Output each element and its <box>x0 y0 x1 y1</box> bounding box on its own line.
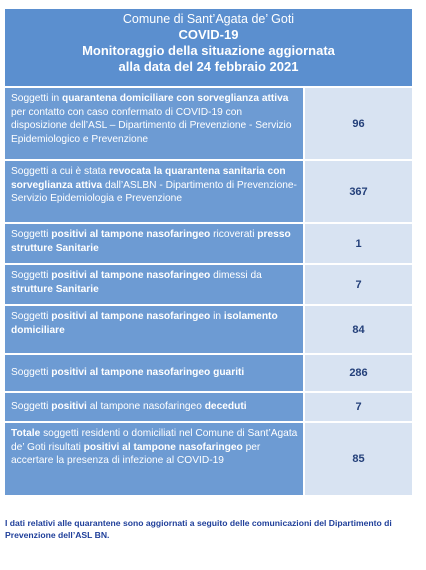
row-text: Soggetti <box>11 311 52 322</box>
row-value: 84 <box>305 306 412 353</box>
row-description <box>5 161 303 222</box>
row-text: ricoverati <box>210 229 258 240</box>
emphasis-text: quarantena domiciliare con sorveglianza attiva <box>61 93 289 104</box>
row-text: Soggetti <box>11 229 52 240</box>
table-row <box>5 355 412 391</box>
emphasis-text: revocata la quarantena sanitaria con sorveglianza attiva <box>11 166 286 191</box>
row-description <box>5 224 303 263</box>
table-row <box>5 393 412 421</box>
row-description <box>5 306 303 353</box>
topic-title: COVID-19 <box>178 27 239 42</box>
row-value: 367 <box>305 161 412 222</box>
municipality-name: Comune di Sant’Agata de’ Goti <box>122 12 295 26</box>
report-title: Monitoraggio della situazione aggiornata <box>82 43 335 58</box>
row-text: per contatto con caso confermato di COVID-19 con disposizione dell’ASL – Dipartimento di Prevenzione - Servizio Epidemiologico e Prevenzione <box>11 106 292 145</box>
emphasis-text: positivi al tampone nasofaringeo <box>51 229 211 240</box>
row-description <box>5 355 303 391</box>
row-text: Soggetti <box>11 367 52 378</box>
row-value: 85 <box>305 423 412 495</box>
row-text: in <box>210 311 224 322</box>
emphasis-text: positivi al tampone nasofaringeo <box>51 270 211 281</box>
row-description <box>5 423 303 495</box>
emphasis-text: positivi al tampone nasofaringeo <box>51 311 211 322</box>
table-row <box>5 306 412 353</box>
row-description <box>5 265 303 304</box>
table-row <box>5 161 412 222</box>
row-text: Soggetti <box>11 270 52 281</box>
emphasis-text: Totale <box>11 428 41 439</box>
row-description <box>5 393 303 421</box>
row-value: 7 <box>305 393 412 421</box>
table-row <box>5 423 412 495</box>
table-header <box>5 9 412 86</box>
footnote: I dati relativi alle quarantene sono aggiornati a seguito delle comunicazioni del Dipartimento di Prevenzione dell’ASL BN. <box>5 518 392 540</box>
emphasis-text: strutture Sanitarie <box>11 283 99 295</box>
row-text: soggetti residenti o domiciliati nel Comune di Sant’Agata de’ Goti risultati <box>11 428 298 453</box>
emphasis-text: isolamento domiciliare <box>11 311 278 336</box>
row-text: Soggetti <box>11 401 52 412</box>
row-text: dall’ASLBN - Dipartimento di Prevenzione-Servizio Epidemiologia e Prevenzione <box>11 179 297 205</box>
table-row <box>5 265 412 304</box>
row-value: 1 <box>305 224 412 263</box>
emphasis-text: positivi al tampone nasofaringeo <box>83 441 243 453</box>
row-text: al tampone nasofaringeo <box>86 401 205 412</box>
row-text: Soggetti in <box>11 93 62 104</box>
row-text: per accertare la presenza di infezione al COVID-19 <box>11 441 261 467</box>
emphasis-text: presso strutture Sanitarie <box>11 229 291 254</box>
table-row <box>5 88 412 159</box>
emphasis-text: positivi al tampone nasofaringeo guariti <box>51 367 245 378</box>
row-value: 96 <box>305 88 412 159</box>
row-text: dimessi da <box>210 270 262 281</box>
emphasis-text: positivi <box>51 401 87 412</box>
table-row <box>5 224 412 263</box>
row-value: 7 <box>305 265 412 304</box>
row-value: 286 <box>305 355 412 391</box>
row-description <box>5 88 303 159</box>
row-text: Soggetti a cui è stata <box>11 166 109 177</box>
report-date: alla data del 24 febbraio 2021 <box>118 59 299 74</box>
emphasis-text: deceduti <box>204 401 247 412</box>
